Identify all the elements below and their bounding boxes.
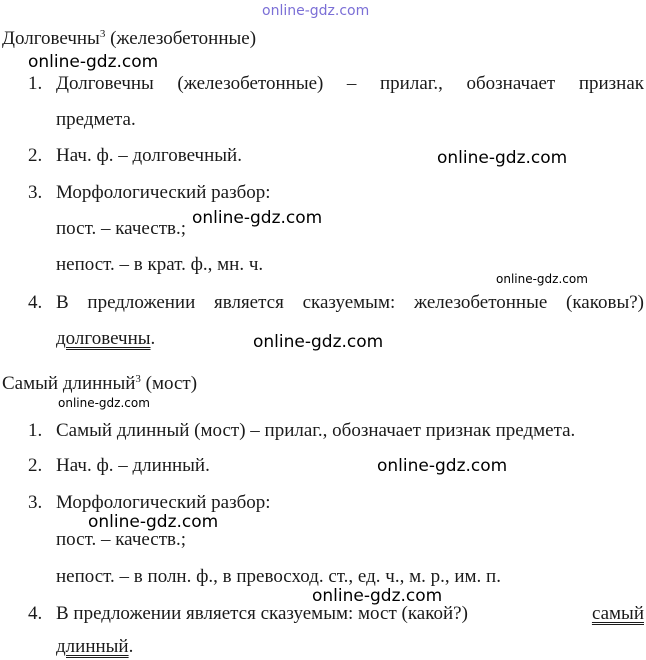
item-text: Нач. ф. – долговечный.: [56, 145, 242, 166]
watermark: online-gdz.com: [28, 52, 159, 72]
item-text: В предложении является сказуемым: мост (какой?): [56, 603, 468, 624]
predicate-word: долговечны: [56, 328, 151, 349]
watermark: online-gdz.com: [312, 586, 443, 606]
punctuation: .: [128, 636, 134, 657]
list-number: 1.: [28, 420, 43, 441]
footnote-mark: 3: [135, 373, 141, 385]
list-number: 3.: [28, 492, 43, 513]
heading-rest: (мост): [140, 373, 198, 394]
watermark: online-gdz.com: [377, 456, 508, 476]
footnote-mark: 3: [99, 28, 106, 40]
watermark: online-gdz.com: [88, 512, 219, 532]
watermark: online-gdz.com: [192, 208, 323, 228]
item-subtext: пост. – качеств.;: [56, 218, 187, 239]
watermark: online-gdz.com: [496, 272, 588, 286]
watermark-top: online-gdz.com: [262, 3, 370, 19]
heading-rest: (железобетонные): [105, 28, 257, 49]
item-text-line: [56, 328, 155, 350]
item-text: Самый длинный (мост) – прилаг., обозначает признак предмета.: [56, 420, 576, 441]
item-text: Долговечны (железобетонные) – прилаг., обозначает признак: [56, 73, 644, 94]
list-number: 1.: [28, 73, 43, 94]
predicate-word: самый: [591, 603, 644, 624]
list-number: 4.: [28, 603, 43, 624]
item-text: Морфологический разбор:: [56, 182, 271, 203]
item-subtext: пост. – качеств.;: [56, 529, 187, 550]
item-subtext: непост. – в крат. ф., мн. ч.: [56, 254, 264, 275]
list-number: 4.: [28, 292, 43, 313]
predicate-word: длинный: [56, 636, 129, 657]
watermark: online-gdz.com: [437, 148, 568, 168]
item-text-line: [56, 603, 644, 625]
heading-word: Самый длинный: [2, 373, 136, 394]
watermark: online-gdz.com: [253, 332, 384, 352]
list-number: 3.: [28, 182, 43, 203]
punctuation: .: [150, 328, 156, 349]
heading-word: Долговечны: [2, 28, 100, 49]
item-text: Нач. ф. – длинный.: [56, 455, 210, 476]
item-text: В предложении является сказуемым: железобетонные (каковы?): [56, 292, 644, 313]
item-text-line: [56, 636, 133, 658]
section1-heading: [2, 28, 256, 50]
list-number: 2.: [28, 145, 43, 166]
item-subtext: непост. – в полн. ф., в превосход. ст., ед. ч., м. р., им. п.: [56, 566, 501, 587]
section2-heading: [2, 373, 197, 395]
item-text: предмета.: [56, 109, 136, 130]
item-text: Морфологический разбор:: [56, 492, 271, 513]
watermark: online-gdz.com: [58, 396, 150, 410]
list-number: 2.: [28, 455, 43, 476]
